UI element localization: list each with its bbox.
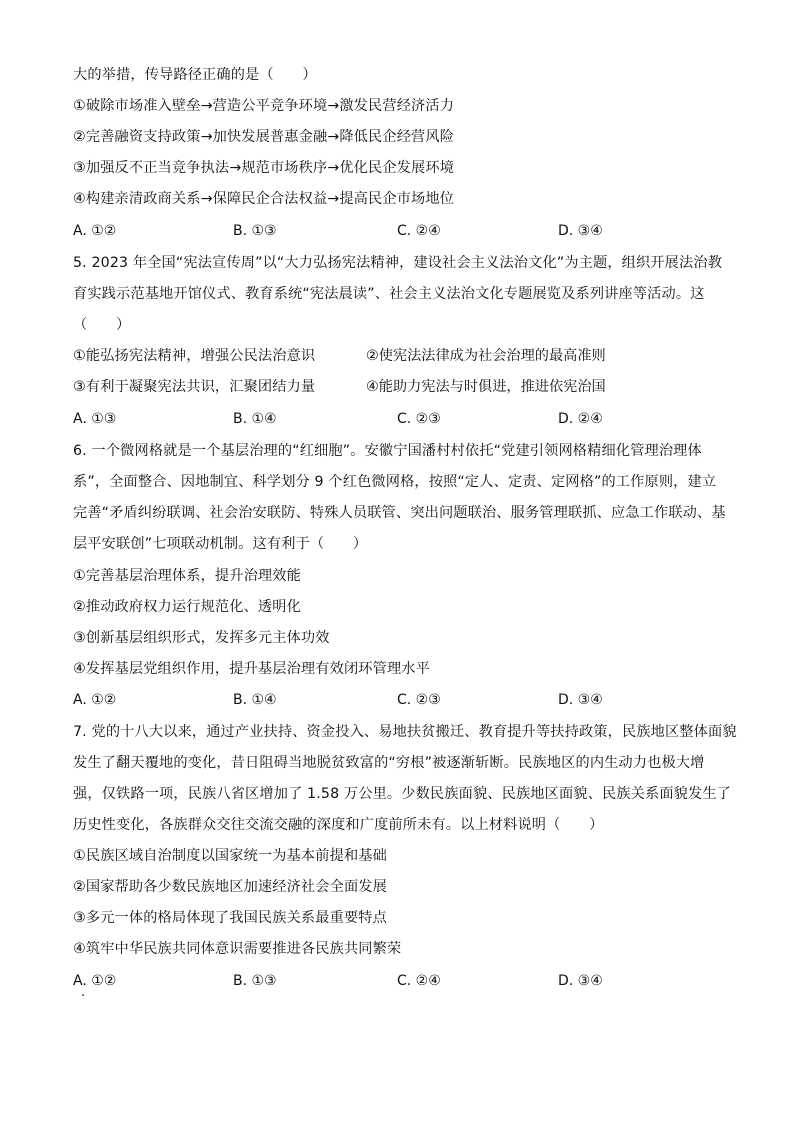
q5-option-c[interactable]: C. ②③ bbox=[397, 411, 441, 427]
q4-item-1: ①破除市场准入壁垒→营造公平竞争环境→激发民营经济活力 bbox=[73, 98, 455, 114]
q4-option-b[interactable]: B. ①③ bbox=[233, 223, 277, 239]
q5-item-2: ②使宪法法律成为社会治理的最高准则 bbox=[366, 348, 606, 364]
q4-option-a[interactable]: A. ①② bbox=[73, 223, 117, 239]
q6-stem-line-3: 完善“矛盾纠纷联调、社会治安联防、特殊人员联管、突出问题联治、服务管理联抓、应急工作联动、基 bbox=[73, 505, 726, 521]
q4-option-c[interactable]: C. ②④ bbox=[397, 223, 441, 239]
q7-stem-line-3: 强，仅铁路一项，民族八省区增加了 1.58 万公里。少数民族面貌、民族地区面貌、民族关系面貌发生了 bbox=[73, 786, 732, 802]
q4-item-4: ④构建亲清政商关系→保障民企合法权益→提高民企市场地位 bbox=[73, 191, 455, 207]
q4-stem-tail: 大的举措，传导路径正确的是（ ） bbox=[73, 67, 317, 83]
q5-option-b[interactable]: B. ①④ bbox=[233, 411, 277, 427]
q7-item-1: ①民族区域自治制度以国家统一为基本前提和基础 bbox=[73, 848, 387, 864]
q7-option-b[interactable]: B. ①③ bbox=[233, 973, 277, 989]
q5-item-4: ④能助力宪法与时俱进，推进依宪治国 bbox=[366, 379, 606, 395]
q7-stem-line-4: 历史性变化，各族群众交往交流交融的深度和广度前所未有。以上材料说明（ ） bbox=[73, 817, 604, 833]
q5-stem-line-3: （ ） bbox=[73, 317, 131, 333]
q6-stem-line-4: 层平安联创”七项联动机制。这有利于（ ） bbox=[73, 536, 368, 552]
q7-option-c[interactable]: C. ②④ bbox=[397, 973, 441, 989]
q7-option-a[interactable]: A. ①② bbox=[73, 973, 117, 989]
q6-item-3: ③创新基层组织形式，发挥多元主体功效 bbox=[73, 630, 330, 646]
q5-stem-line-1: 5. 2023 年全国“宪法宣传周”以“大力弘扬宪法精神，建设社会主义法治文化”为主题，组织开展法治教 bbox=[73, 255, 723, 271]
q7-item-2: ②国家帮助各少数民族地区加速经济社会全面发展 bbox=[73, 879, 387, 895]
q6-stem-line-1: 6. 一个微网格就是一个基层治理的“红细胞”。安徽宁国潘村村依托“党建引领网格精细化管理治理体 bbox=[73, 443, 702, 459]
q5-item-3: ③有利于凝聚宪法共识，汇聚团结力量 bbox=[73, 379, 316, 395]
q6-item-4: ④发挥基层党组织作用，提升基层治理有效闭环管理水平 bbox=[73, 661, 430, 677]
q7-item-3: ③多元一体的格局体现了我国民族关系最重要特点 bbox=[73, 910, 387, 926]
q7-stem-line-1: 7. 党的十八大以来，通过产业扶持、资金投入、易地扶贫搬迁、教育提升等扶持政策，民族地区整体面貌 bbox=[73, 724, 737, 740]
q5-stem-line-2: 育实践示范基地开馆仪式、教育系统“宪法晨读”、社会主义法治文化专题展览及系列讲座等活动。这 bbox=[73, 286, 705, 302]
q6-item-2: ②推动政府权力运行规范化、透明化 bbox=[73, 599, 301, 615]
q6-option-b[interactable]: B. ①④ bbox=[233, 692, 277, 708]
q4-item-3: ③加强反不正当竞争执法→规范市场秩序→优化民企发展环境 bbox=[73, 160, 455, 176]
q7-options bbox=[73, 971, 733, 991]
q6-item-1: ①完善基层治理体系，提升治理效能 bbox=[73, 568, 301, 584]
q7-item-4: ④筑牢中华民族共同体意识需要推进各民族共同繁荣 bbox=[73, 941, 402, 957]
q5-option-d[interactable]: D. ②④ bbox=[558, 411, 603, 427]
q5-options bbox=[73, 409, 733, 429]
q4-options bbox=[73, 221, 733, 241]
q6-options bbox=[73, 690, 733, 710]
q6-stem-line-2: 系”，全面整合、因地制宜、科学划分 9 个红色微网格，按照“定人、定责、定网格”的工作原则，建立 bbox=[73, 474, 717, 490]
q6-option-a[interactable]: A. ①② bbox=[73, 692, 117, 708]
q6-option-d[interactable]: D. ③④ bbox=[558, 692, 603, 708]
q4-option-d[interactable]: D. ③④ bbox=[558, 223, 603, 239]
q4-item-2: ②完善融资支持政策→加快发展普惠金融→降低民企经营风险 bbox=[73, 129, 455, 145]
stray-dot-mark bbox=[82, 994, 84, 996]
q6-option-c[interactable]: C. ②③ bbox=[397, 692, 441, 708]
q5-option-a[interactable]: A. ①③ bbox=[73, 411, 117, 427]
q7-stem-line-2: 发生了翻天覆地的变化，昔日阻碍当地脱贫致富的“穷根”被逐渐斩断。民族地区的内生动力也极大增 bbox=[73, 755, 705, 771]
q5-item-1: ①能弘扬宪法精神，增强公民法治意识 bbox=[73, 348, 316, 364]
q7-option-d[interactable]: D. ③④ bbox=[558, 973, 603, 989]
